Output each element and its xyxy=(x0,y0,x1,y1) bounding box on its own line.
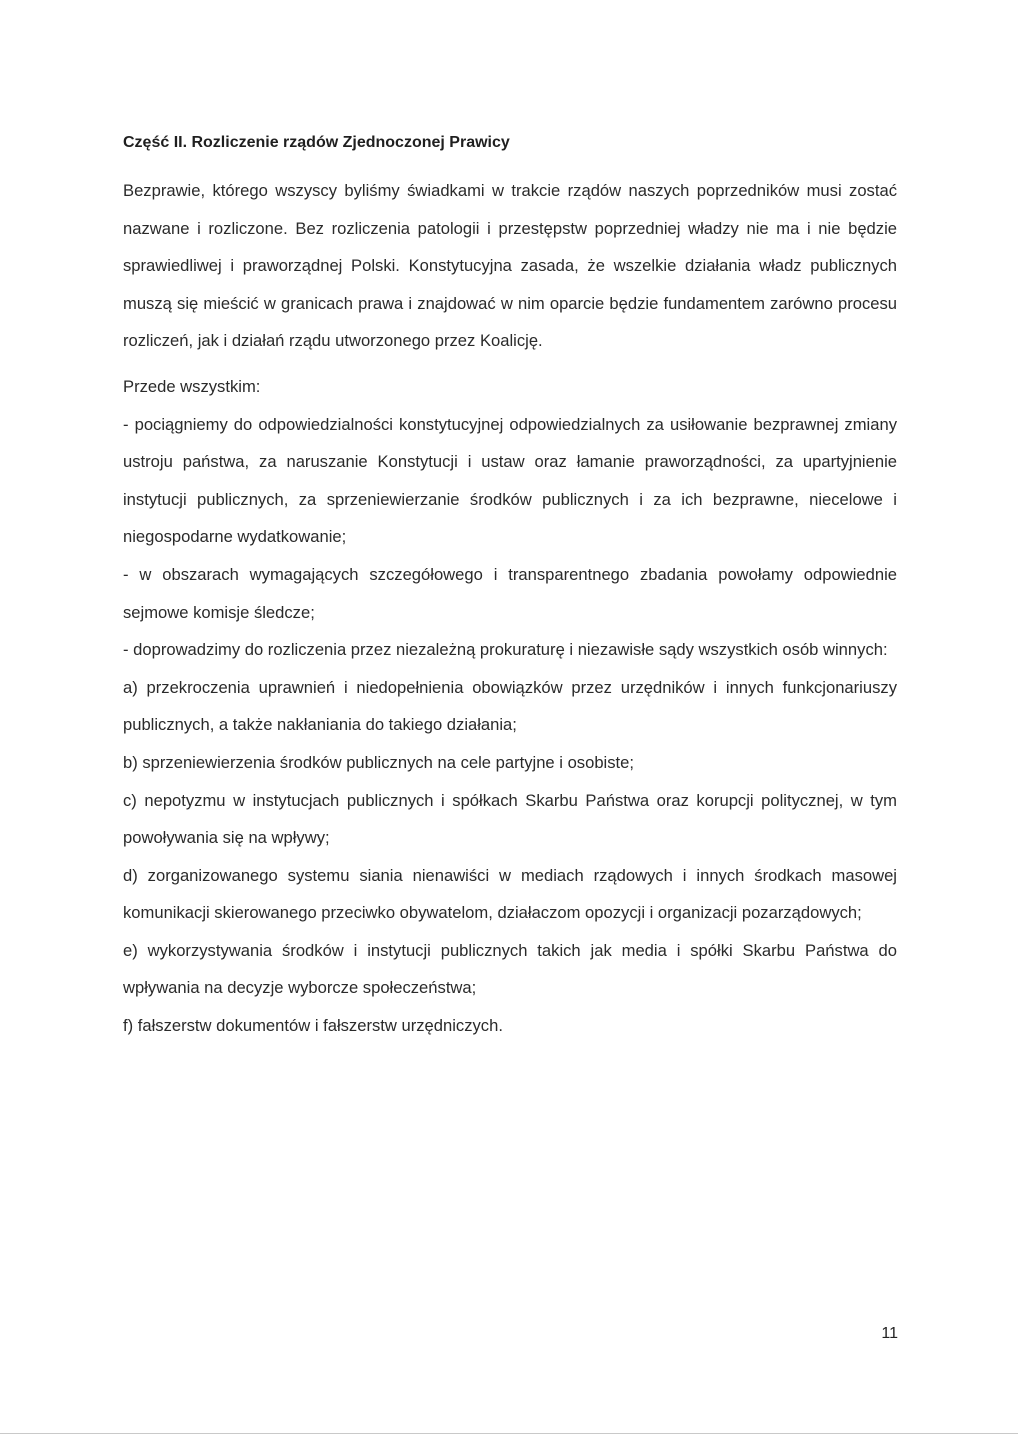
intro-paragraph: Bezprawie, którego wszyscy byliśmy świadkami w trakcie rządów naszych poprzedników musi zostać nazwane i rozliczone. Bez rozliczenia patologii i przestępstw poprzedniej władzy nie ma i nie będzie sprawiedliwej i praworządnej Polski. Konstytucyjna zasada, że wszelkie działania władz publicznych muszą się mieścić w granicach prawa i znajdować w nim oparcie będzie fundamentem zarówno procesu rozliczeń, jak i działań rządu utworzonego przez Koalicję. xyxy=(123,181,897,351)
list-item-b: b) sprzeniewierzenia środków publicznych na cele partyjne i osobiste; xyxy=(123,752,634,772)
list-item-a: a) przekroczenia uprawnień i niedopełnienia obowiązków przez urzędników i innych funkcjonariuszy publicznych, a także nakłaniania do takiego działania; xyxy=(123,677,897,735)
page-content xyxy=(123,124,897,1045)
list-item-e: e) wykorzystywania środków i instytucji publicznych takich jak media i spółki Skarbu Państwa do wpływania na decyzje wyborcze społeczeństwa; xyxy=(123,940,897,998)
point-investigative-committees: - w obszarach wymagających szczegółowego i transparentnego zbadania powołamy odpowiednie sejmowe komisje śledcze; xyxy=(123,564,897,622)
point-accountability: - pociągniemy do odpowiedzialności konstytucyjnej odpowiedzialnych za usiłowanie bezprawnej zmiany ustroju państwa, za naruszanie Konstytucji i ustaw oraz łamanie praworządności, za upartyjnienie instytucji publicznych, za sprzeniewierzanie środków publicznych i za ich bezprawne, niecelowe i niegospodarne wydatkowanie; xyxy=(123,414,897,547)
scan-edge-line xyxy=(0,1433,1018,1434)
list-item-c: c) nepotyzmu w instytucjach publicznych i spółkach Skarbu Państwa oraz korupcji politycznej, w tym powoływania się na wpływy; xyxy=(123,790,897,848)
page-number: 11 xyxy=(881,1325,898,1342)
list-item-f: f) fałszerstw dokumentów i fałszerstw urzędniczych. xyxy=(123,1016,503,1036)
lead-text: Przede wszystkim: xyxy=(123,376,261,396)
list-item-d: d) zorganizowanego systemu siania nienawiści w mediach rządowych i innych środkach masowej komunikacji skierowanego przeciwko obywatelom, działaczom opozycji i organizacji pozarządowych; xyxy=(123,865,897,923)
paragraph-spacer xyxy=(123,360,897,368)
section-heading: Część II. Rozliczenie rządów Zjednoczonej Prawicy xyxy=(123,134,510,151)
point-prosecution: - doprowadzimy do rozliczenia przez niezależną prokuraturę i niezawisłe sądy wszystkich osób winnych: xyxy=(123,640,888,660)
